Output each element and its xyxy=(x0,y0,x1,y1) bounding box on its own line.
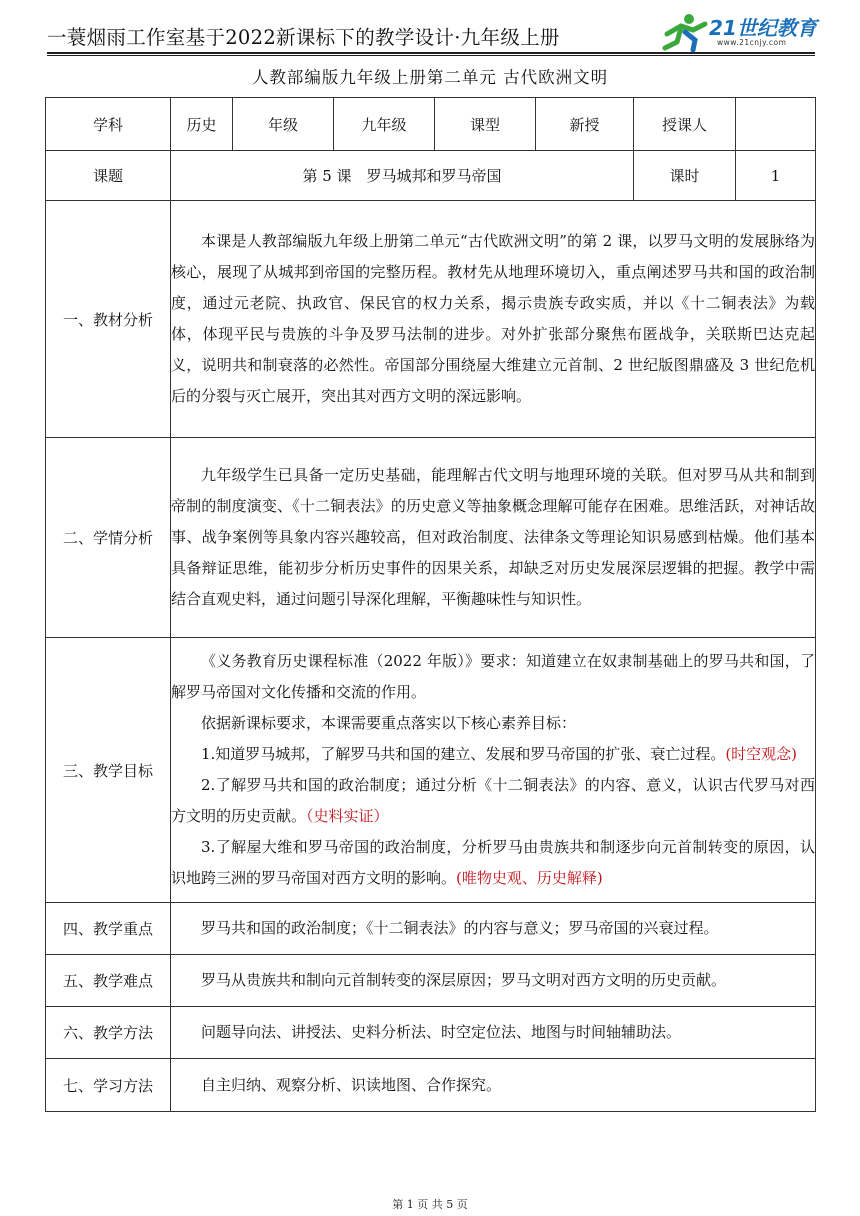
teacher-label: 授课人 xyxy=(634,98,736,151)
section-label: 七、学习方法 xyxy=(46,1059,171,1112)
section-text: 自主归纳、观察分析、识读地图、合作探究。 xyxy=(201,1075,502,1094)
section-label: 五、教学难点 xyxy=(46,955,171,1007)
page-header xyxy=(47,16,817,54)
section-text: 罗马共和国的政治制度；《十二铜表法》的内容与意义；罗马帝国的兴衰过程。 xyxy=(201,919,719,937)
section-label: 二、学情分析 xyxy=(46,438,171,638)
section-difficulties xyxy=(46,955,816,1007)
section-student-analysis xyxy=(46,438,816,638)
header-rule-thin xyxy=(47,55,815,56)
lesson-type-label: 课型 xyxy=(435,98,536,151)
lesson-type-value: 新授 xyxy=(536,98,634,151)
table-row-info xyxy=(46,98,816,151)
literacy-tag: （史料实证） xyxy=(306,807,389,825)
goal-item: 1.知道罗马城邦，了解罗马共和国的建立、发展和罗马帝国的扩张、衰亡过程。(时空观念) xyxy=(201,745,798,763)
hours-value: 1 xyxy=(736,151,816,201)
grade-value: 九年级 xyxy=(334,98,435,151)
teacher-value xyxy=(736,98,816,151)
goal-item: 3.了解屋大维和罗马帝国的政治制度，分析罗马由贵族共和制逐步向元首制转变的原因，认识地跨三洲的罗马帝国对西方文明的影响。(唯物史观、历史解释) xyxy=(171,838,815,887)
page-footer: 第 1 页 共 5 页 xyxy=(392,1198,468,1211)
grade-label: 年级 xyxy=(233,98,334,151)
logo-url: www.21cnjy.com xyxy=(717,38,787,47)
subject-label: 学科 xyxy=(46,98,171,151)
topic-label: 课题 xyxy=(46,151,171,201)
section-teaching-goals xyxy=(46,638,816,903)
section-label: 四、教学重点 xyxy=(46,903,171,955)
document-title: 人教部编版九年级上册第二单元 古代欧洲文明 xyxy=(251,68,609,87)
header-rule xyxy=(47,52,815,54)
literacy-tag: (时空观念) xyxy=(725,745,798,763)
lesson-plan-table xyxy=(45,97,816,1112)
section-key-points xyxy=(46,903,816,955)
section-text: 问题导向法、讲授法、史料分析法、时空定位法、地图与时间轴辅助法。 xyxy=(201,1023,682,1041)
standard-requirement: 《义务教育历史课程标准（2022 年版）》要求：知道建立在奴隶制基础上的罗马共和国，了解罗马帝国对文化传播和交流的作用。 xyxy=(171,652,815,701)
goals-intro: 依据新课标要求，本课需要重点落实以下核心素养目标： xyxy=(201,714,577,732)
topic-value: 第 5 课 罗马城邦和罗马帝国 xyxy=(171,151,634,201)
runner-logo-icon xyxy=(659,12,711,52)
logo-text: 21世纪教育 xyxy=(709,16,817,40)
subject-value: 历史 xyxy=(171,98,233,151)
literacy-tag: (唯物史观、历史解释) xyxy=(456,869,603,887)
section-text: 罗马从贵族共和制向元首制转变的深层原因；罗马文明对西方文明的历史贡献。 xyxy=(201,971,727,989)
section-text: 九年级学生已具备一定历史基础，能理解古代文明与地理环境的关联。但对罗马从共和制到帝制的制度演变、《十二铜表法》的历史意义等抽象概念理解可能存在困难。思维活跃，对神话故事、战争案例等具象内容兴趣较高，但对政治制度、法律条文等理论知识易感到枯燥。他们基本具备辩证思维，能初步分析历史事件的因果关系，却缺乏对历史发展深层逻辑的把握。教学中需结合直观史料，通过问题引导深化理解，平衡趣味性与知识性。 xyxy=(171,466,815,608)
site-logo xyxy=(659,12,819,52)
goal-item: 2.了解罗马共和国的政治制度；通过分析《十二铜表法》的内容、意义，认识古代罗马对西方文明的历史贡献。（史料实证） xyxy=(171,776,815,825)
section-learning-methods xyxy=(46,1059,816,1112)
section-textbook-analysis xyxy=(46,201,816,438)
section-teaching-methods xyxy=(46,1007,816,1059)
header-title: 一蓑烟雨工作室基于2022新课标下的教学设计·九年级上册 xyxy=(47,26,560,49)
section-label: 六、教学方法 xyxy=(46,1007,171,1059)
table-row-topic xyxy=(46,151,816,201)
section-text: 本课是人教部编版九年级上册第二单元“古代欧洲文明”的第 2 课，以罗马文明的发展脉络为核心，展现了从城邦到帝国的完整历程。教材先从地理环境切入，重点阐述罗马共和国的政治制度，通过元老院、执政官、保民官的权力关系，揭示贵族专政实质，并以《十二铜表法》为载体，体现平民与贵族的斗争及罗马法制的进步。对外扩张部分聚焦布匿战争，关联斯巴达克起义，说明共和制衰落的必然性。帝国部分围绕屋大维建立元首制、2 世纪版图鼎盛及 3 世纪危机后的分裂与灭亡展开，突出其对西方文明的深远影响。 xyxy=(171,232,815,405)
section-label: 一、教材分析 xyxy=(46,201,171,438)
hours-label: 课时 xyxy=(634,151,736,201)
section-label: 三、教学目标 xyxy=(46,638,171,903)
